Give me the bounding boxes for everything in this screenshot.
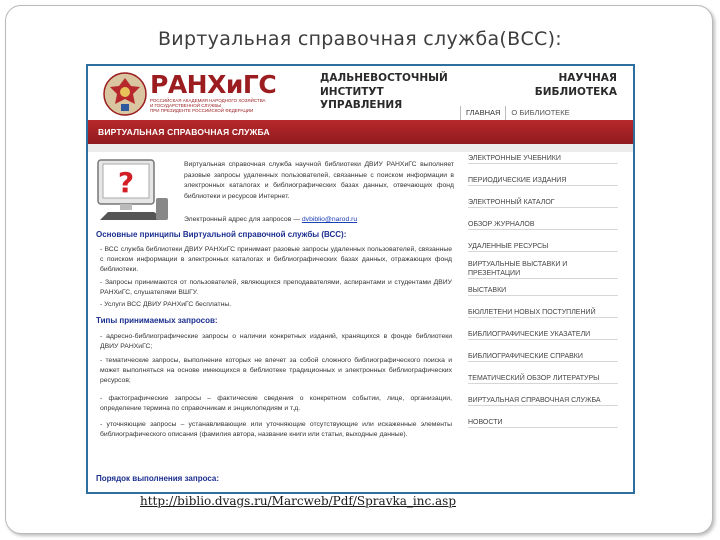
- source-url-link[interactable]: http://biblio.dvags.ru/Marcweb/Pdf/Spravka_inc.asp: [140, 494, 456, 508]
- banner-divider: [88, 144, 633, 152]
- svg-text:?: ?: [117, 166, 135, 199]
- sidebar-item[interactable]: ЭЛЕКТРОННЫЕ УЧЕБНИКИ: [468, 154, 618, 164]
- library-name: НАУЧНАЯ БИБЛИОТЕКА: [534, 72, 617, 98]
- sidebar-item[interactable]: УДАЛЕННЫЕ РЕСУРСЫ: [468, 242, 618, 252]
- brand-subtitle: РОССИЙСКАЯ АКАДЕМИЯ НАРОДНОГО ХОЗЯЙСТВА И ГОСУДАРСТВЕННОЙ СЛУЖБЫ ПРИ ПРЕЗИДЕНТЕ РОССИЙСКОЙ ФЕДЕРАЦИИ: [150, 98, 266, 114]
- sidebar-item[interactable]: ВИРТУАЛЬНАЯ СПРАВОЧНАЯ СЛУЖБА: [468, 396, 618, 406]
- intro-text: Виртуальная справочная служба научной библиотеки ДВИУ РАНХиГС выполняет разовые запросы удаленных пользователей, связанные с поиском информации в электронных каталогах и библиографических базах данных, отвечающих фонд библиотеки и ресурсов Интернет.: [184, 161, 454, 200]
- brand-name: РАНХиГС: [150, 70, 277, 99]
- nav-tab-about[interactable]: О БИБЛИОТЕКЕ: [505, 106, 574, 120]
- sidebar-item[interactable]: ОБЗОР ЖУРНАЛОВ: [468, 220, 618, 230]
- types-heading: Типы принимаемых запросов:: [96, 316, 218, 325]
- sidebar-item[interactable]: ПЕРИОДИЧЕСКИЕ ИЗДАНИЯ: [468, 176, 618, 186]
- site-header: [88, 66, 633, 120]
- academy-emblem-icon[interactable]: [102, 71, 148, 117]
- sidebar-item[interactable]: ВЫСТАВКИ: [468, 286, 618, 296]
- principle-item: - ВСС служба библиотеки ДВИУ РАНХиГС принимает разовые запросы удаленных пользователей, связанные с поиском информации в электронных каталогах и библиографических базах данных, отражающих фонд библиотеки.: [100, 246, 452, 273]
- type-item: - тематические запросы, выполнение которых не влечет за собой сложного библиографического поиска и может выполняться на основе имеющихся в библиотеке традиционных и электронных библиографических ресурсов;: [100, 357, 452, 384]
- sidebar-item[interactable]: ВИРТУАЛЬНЫЕ ВЫСТАВКИ И ПРЕЗЕНТАЦИИ: [468, 260, 618, 279]
- principles-heading: Основные принципы Виртуальной справочной службы (ВСС):: [96, 230, 347, 239]
- type-item: - уточняющие запросы – устанавливающие или уточняющие отсутствующие или искаженные элементы библиографического описания (фамилия автора, название книги или статьи, выходные данные).: [100, 421, 452, 438]
- principle-item: - Запросы принимаются от пользователей, являющихся преподавателями, аспирантами и студентами ДВИУ РАНХиГС, слушателями ВШГУ.: [100, 279, 452, 296]
- sidebar-item[interactable]: ТЕМАТИЧЕСКИЙ ОБЗОР ЛИТЕРАТУРЫ: [468, 374, 618, 384]
- email-link[interactable]: dvbiblio@narod.ru: [301, 216, 358, 223]
- principle-item: - Услуги ВСС ДВИУ РАНХиГС бесплатны.: [100, 301, 232, 308]
- computer-question-icon: [94, 158, 172, 224]
- email-label: Электронный адрес для запросов —: [184, 216, 300, 223]
- sidebar-item[interactable]: НОВОСТИ: [468, 418, 618, 428]
- type-item: - адресно-библиографические запросы о наличии конкретных изданий, хранящихся в фонде библиотеки ДВИУ РАНХиГС;: [100, 333, 452, 350]
- slide-title: Виртуальная справочная служба(ВСС):: [157, 28, 563, 50]
- banner-title: ВИРТУАЛЬНАЯ СПРАВОЧНАЯ СЛУЖБА: [98, 127, 270, 137]
- brand-block: [150, 71, 278, 114]
- sidebar-item[interactable]: БЮЛЛЕТЕНИ НОВЫХ ПОСТУПЛЕНИЙ: [468, 308, 618, 318]
- institute-name: ДАЛЬНЕВОСТОЧНЫЙ ИНСТИТУТ УПРАВЛЕНИЯ: [320, 72, 448, 111]
- section-banner: [88, 120, 633, 144]
- order-heading: Порядок выполнения запроса:: [96, 474, 220, 483]
- top-nav: [460, 106, 575, 120]
- sidebar-item[interactable]: БИБЛИОГРАФИЧЕСКИЕ СПРАВКИ: [468, 352, 618, 362]
- email-line: [184, 216, 357, 223]
- type-item: - фактографические запросы – фактические сведения о конкретном событии, лице, организации, определение термина по справочникам и энциклопедиям и т.д.: [100, 395, 452, 412]
- website-screenshot: [86, 64, 635, 494]
- nav-tab-home[interactable]: ГЛАВНАЯ: [460, 106, 505, 120]
- sidebar-item[interactable]: БИБЛИОГРАФИЧЕСКИЕ УКАЗАТЕЛИ: [468, 330, 618, 340]
- sidebar-item[interactable]: ЭЛЕКТРОННЫЙ КАТАЛОГ: [468, 198, 618, 208]
- main-content: [88, 152, 464, 492]
